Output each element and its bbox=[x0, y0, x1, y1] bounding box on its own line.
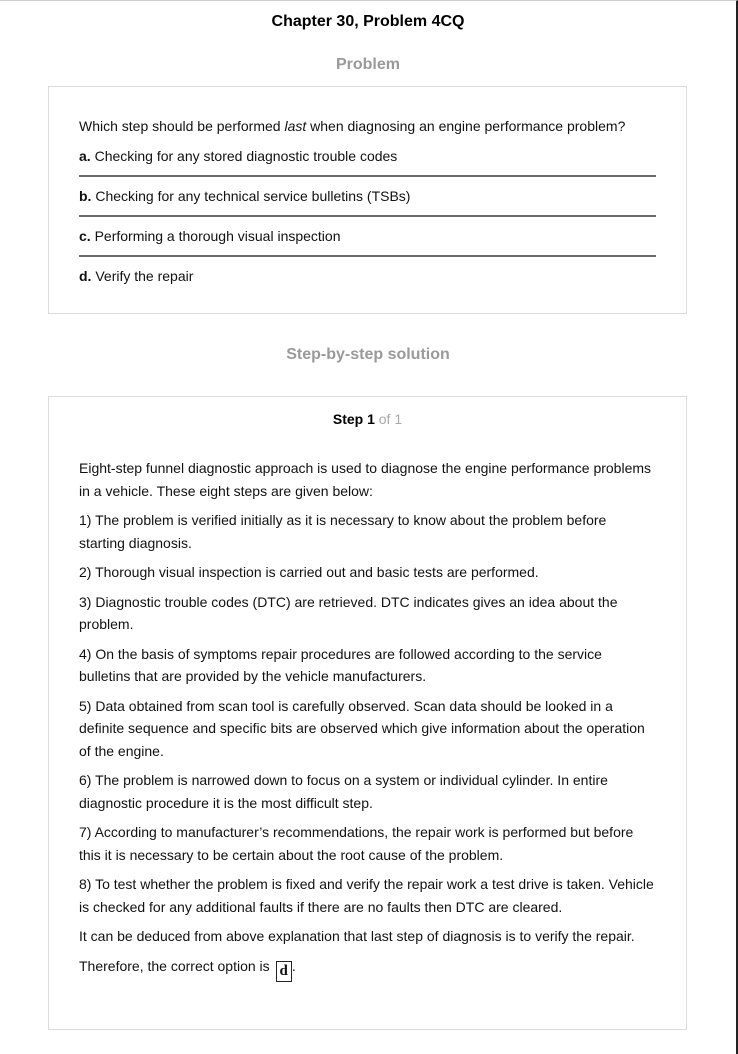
option-text: Checking for any stored diagnostic trouble codes bbox=[94, 148, 398, 164]
solution-card bbox=[48, 396, 687, 1030]
option-a bbox=[79, 147, 656, 175]
option-text: Checking for any technical service bulletins (TSBs) bbox=[95, 188, 411, 204]
option-letter: d. bbox=[79, 268, 92, 284]
solution-paragraph: 2) Thorough visual inspection is carried out and basic tests are performed. bbox=[79, 564, 539, 580]
conclusion-suffix: . bbox=[291, 957, 296, 974]
step-count: of 1 bbox=[378, 411, 403, 427]
step-header bbox=[79, 411, 656, 427]
option-b bbox=[79, 187, 656, 215]
solution-paragraph: 5) Data obtained from scan tool is carefully observed. Scan data should be looked in a definite sequence and specific bits are observed which give information about the operation of the engine. bbox=[79, 697, 645, 759]
option-letter: c. bbox=[79, 228, 91, 244]
option-text: Performing a thorough visual inspection bbox=[94, 228, 341, 244]
solution-paragraph: It can be deduced from above explanation that last step of diagnosis is to verify the repair. bbox=[79, 928, 635, 944]
conclusion bbox=[79, 955, 656, 982]
option-text: Verify the repair bbox=[95, 268, 194, 284]
problem-card bbox=[48, 86, 687, 314]
solution-paragraph: 3) Diagnostic trouble codes (DTC) are retrieved. DTC indicates gives an idea about the problem. bbox=[79, 593, 618, 632]
solution-paragraph: 6) The problem is narrowed down to focus on a system or individual cylinder. In entire diagnostic procedure it is the most difficult step. bbox=[79, 772, 608, 811]
question-part-after: when diagnosing an engine performance problem? bbox=[306, 118, 626, 134]
option-divider bbox=[79, 215, 656, 217]
option-d bbox=[79, 267, 656, 295]
question-part-before: Which step should be performed bbox=[79, 118, 285, 134]
solution-heading: Step-by-step solution bbox=[286, 346, 450, 363]
question-text bbox=[79, 117, 656, 135]
option-divider bbox=[79, 255, 656, 257]
option-c bbox=[79, 227, 656, 255]
page-title: Chapter 30, Problem 4CQ bbox=[271, 13, 465, 30]
question-emphasis: last bbox=[284, 118, 307, 134]
option-divider bbox=[79, 175, 656, 177]
answer-box: d bbox=[276, 961, 292, 982]
step-label: Step 1 bbox=[332, 411, 375, 427]
solution-paragraph: Eight-step funnel diagnostic approach is used to diagnose the engine performance problems in a vehicle. These eight steps are given below: bbox=[79, 460, 652, 499]
problem-heading: Problem bbox=[335, 56, 400, 73]
option-letter: a. bbox=[79, 148, 91, 164]
solution-paragraph: 8) To test whether the problem is fixed and verify the repair work a test drive is taken. Vehicle is checked for any additional faults if there are no faults then DTC are cleared. bbox=[79, 876, 654, 915]
solution-paragraph: 4) On the basis of symptoms repair procedures are followed according to the service bulletins that are provided by the vehicle manufacturers. bbox=[79, 645, 602, 684]
solution-paragraph: 1) The problem is verified initially as it is necessary to know about the problem before starting diagnosis. bbox=[79, 512, 607, 551]
option-letter: b. bbox=[79, 188, 92, 204]
conclusion-prefix: Therefore, the correct option is bbox=[79, 957, 274, 974]
solution-body bbox=[79, 457, 656, 982]
solution-paragraph: 7) According to manufacturer’s recommendations, the repair work is performed but before this it is necessary to be certain about the root cause of the problem. bbox=[79, 824, 634, 863]
